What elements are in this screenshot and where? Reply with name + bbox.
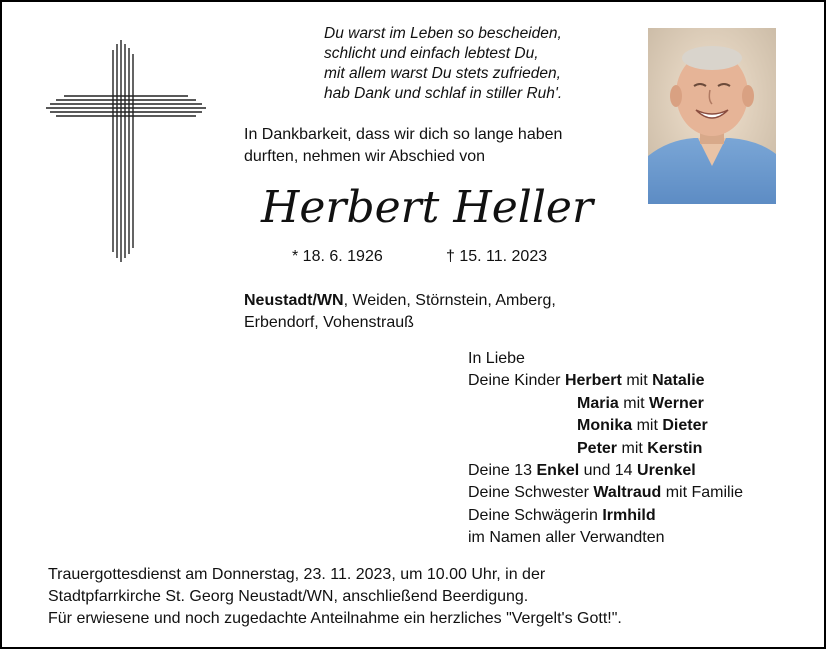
poem-line: hab Dank und schlaf in stiller Ruh'. xyxy=(324,85,563,102)
footer-line: Für erwiesene und noch zugedachte Anteilnahme ein herzliches "Vergelt's Gott!". xyxy=(48,610,622,627)
family-line-grandchildren xyxy=(468,460,743,482)
family-list xyxy=(468,348,743,550)
family-line-sister-in-law xyxy=(468,505,743,527)
death-date: † 15. 11. 2023 xyxy=(446,248,548,265)
places-line xyxy=(244,290,556,312)
places-bold: Neustadt/WN xyxy=(244,292,344,309)
poem-line: schlicht und einfach lebtest Du, xyxy=(324,45,539,62)
relatives-line: im Namen aller Verwandten xyxy=(468,529,665,547)
family-line-child xyxy=(468,415,743,437)
sister-in-law-name: Irmhild xyxy=(602,506,656,524)
sister-name: Waltraud xyxy=(593,484,662,502)
mit-word: mit xyxy=(623,394,645,412)
footer-line: Stadtpfarrkirche St. Georg Neustadt/WN, anschließend Beerdigung. xyxy=(48,588,529,605)
children-prefix: Deine Kinder xyxy=(468,372,561,390)
cross-icon xyxy=(46,40,206,266)
family-line-sister xyxy=(468,482,743,504)
partner-name: Dieter xyxy=(662,417,708,435)
portrait-photo xyxy=(648,28,776,204)
child-name: Maria xyxy=(577,394,619,412)
intro-line: durften, nehmen wir Abschied von xyxy=(244,148,486,165)
poem-line: Du warst im Leben so bescheiden, xyxy=(324,25,562,42)
partner-name: Werner xyxy=(649,394,704,412)
sister-prefix: Deine Schwester xyxy=(468,484,589,502)
deceased-name: Herbert Heller xyxy=(261,182,593,233)
sister-suffix: mit Familie xyxy=(665,484,744,502)
in-liebe: In Liebe xyxy=(468,350,525,367)
family-line-child xyxy=(468,438,743,460)
child-name: Peter xyxy=(577,439,618,457)
poem-line: mit allem warst Du stets zufrieden, xyxy=(324,65,561,82)
child-name: Herbert xyxy=(564,372,622,390)
partner-name: Kerstin xyxy=(647,439,703,457)
places-rest: , Weiden, Störnstein, Amberg, xyxy=(343,292,556,309)
places-line: Erbendorf, Vohenstrauß xyxy=(244,314,414,331)
mit-word: mit xyxy=(626,372,648,390)
child-name: Monika xyxy=(577,417,633,435)
partner-name: Natalie xyxy=(652,372,705,390)
intro-text xyxy=(244,124,562,168)
mit-word: mit xyxy=(636,417,658,435)
mit-word: mit xyxy=(621,439,643,457)
poem xyxy=(324,24,562,104)
family-line-child xyxy=(468,393,743,415)
grandchildren-prefix: Deine 13 xyxy=(468,462,533,480)
footer-line: Trauergottesdienst am Donnerstag, 23. 11. 2023, um 10.00 Uhr, in der xyxy=(48,566,546,583)
urenkel-label: Urenkel xyxy=(637,462,696,480)
family-line-children xyxy=(468,370,743,392)
und-count: und 14 xyxy=(583,462,633,480)
birth-date: * 18. 6. 1926 xyxy=(292,248,383,265)
sister-in-law-prefix: Deine Schwägerin xyxy=(468,506,598,524)
intro-line: In Dankbarkeit, dass wir dich so lange haben xyxy=(244,126,563,143)
enkel-label: Enkel xyxy=(536,462,580,480)
service-info xyxy=(48,564,622,630)
places xyxy=(244,290,556,334)
